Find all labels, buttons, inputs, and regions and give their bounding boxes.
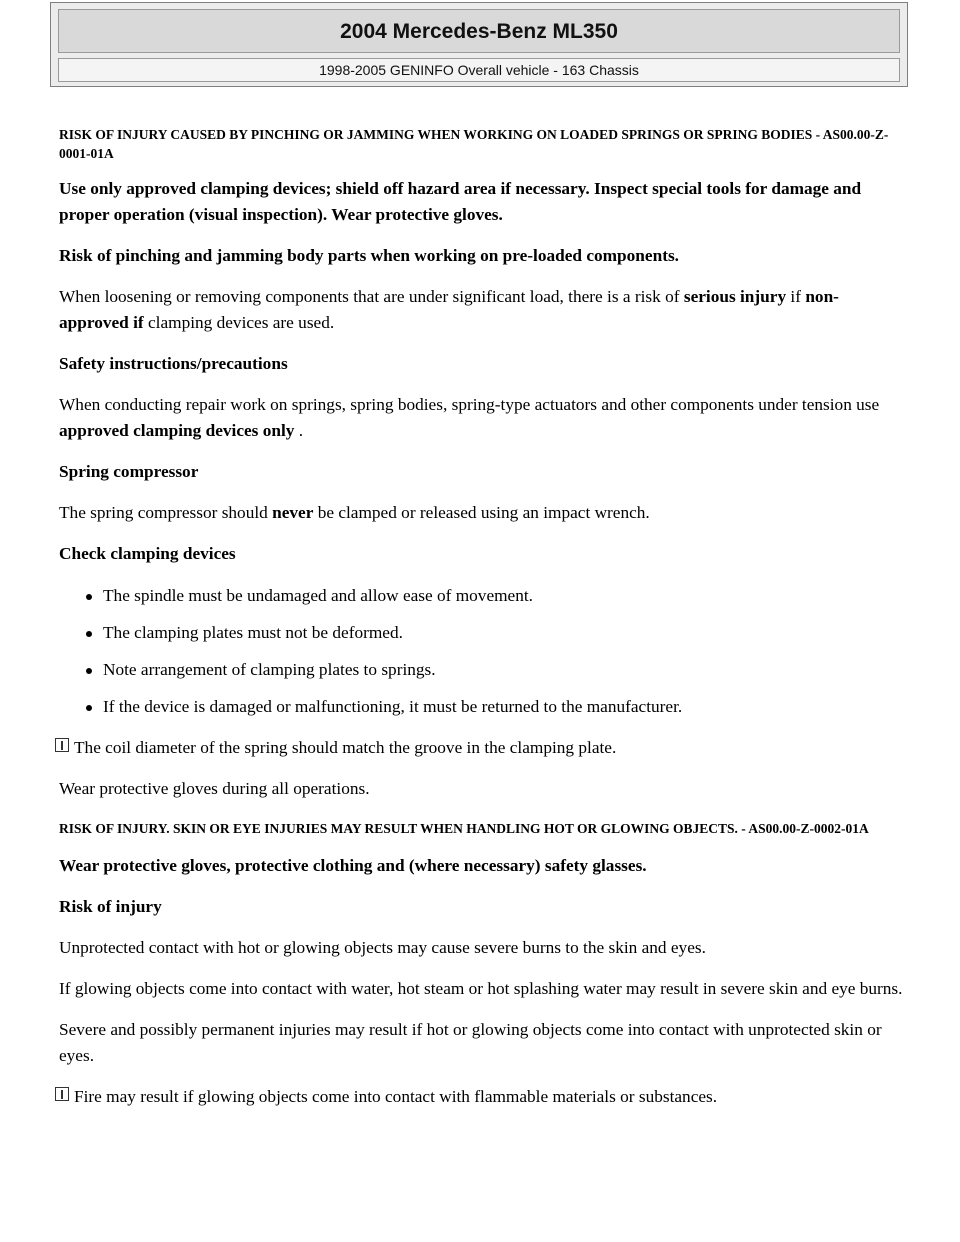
document-subtitle: 1998-2005 GENINFO Overall vehicle - 163 Chassis	[58, 58, 900, 82]
list-item: If the device is damaged or malfunctioning, it must be returned to the manufacturer.	[103, 694, 904, 720]
check-list	[59, 583, 904, 720]
safety-heading: Safety instructions/precautions	[59, 354, 288, 373]
note-icon	[55, 738, 69, 752]
water-paragraph: If glowing objects come into contact with water, hot steam or hot splashing water may result in severe skin and eye burns.	[59, 979, 903, 998]
list-item: The clamping plates must not be deformed.	[103, 620, 904, 646]
section1-heading: RISK OF INJURY CAUSED BY PINCHING OR JAMMING WHEN WORKING ON LOADED SPRINGS OR SPRING BODIES - AS00.00-Z-0001-01A	[59, 127, 889, 161]
document-body	[59, 125, 904, 1110]
permanent-injury-paragraph: Severe and possibly permanent injuries may result if hot or glowing objects come into contact with unprotected skin or eyes.	[59, 1020, 882, 1065]
gloves-paragraph: Wear protective gloves during all operations.	[59, 779, 370, 798]
coil-note: The coil diameter of the spring should match the groove in the clamping plate.	[59, 735, 904, 761]
check-heading: Check clamping devices	[59, 544, 236, 563]
section2-heading: RISK OF INJURY. SKIN OR EYE INJURIES MAY RESULT WHEN HANDLING HOT OR GLOWING OBJECTS. - AS00.00-Z-0002-01A	[59, 821, 869, 836]
page-bottom-blank	[0, 1128, 960, 1242]
risk-heading: Risk of injury	[59, 897, 162, 916]
note-icon	[55, 1087, 69, 1101]
section1-instruction: Use only approved clamping devices; shield off hazard area if necessary. Inspect special tools for damage and proper operation (visual inspection). Wear protective gloves.	[59, 179, 862, 224]
fire-note: Fire may result if glowing objects come into contact with flammable materials or substances.	[59, 1084, 904, 1110]
list-item: The spindle must be undamaged and allow ease of movement.	[103, 583, 904, 609]
compressor-heading: Spring compressor	[59, 462, 199, 481]
loosening-paragraph: When loosening or removing components that are under significant load, there is a risk of serious injury if non-approved if clamping devices are used.	[59, 287, 839, 332]
document-header	[50, 2, 908, 87]
burns-paragraph: Unprotected contact with hot or glowing objects may cause severe burns to the skin and eyes.	[59, 938, 706, 957]
list-item: Note arrangement of clamping plates to springs.	[103, 657, 904, 683]
compressor-paragraph: The spring compressor should never be clamped or released using an impact wrench.	[59, 503, 650, 522]
section2-instruction: Wear protective gloves, protective clothing and (where necessary) safety glasses.	[59, 856, 647, 875]
section1-risk: Risk of pinching and jamming body parts when working on pre-loaded components.	[59, 246, 679, 265]
document-title: 2004 Mercedes-Benz ML350	[58, 9, 900, 53]
conducting-paragraph: When conducting repair work on springs, spring bodies, spring-type actuators and other components under tension use approved clamping devices only .	[59, 395, 880, 440]
